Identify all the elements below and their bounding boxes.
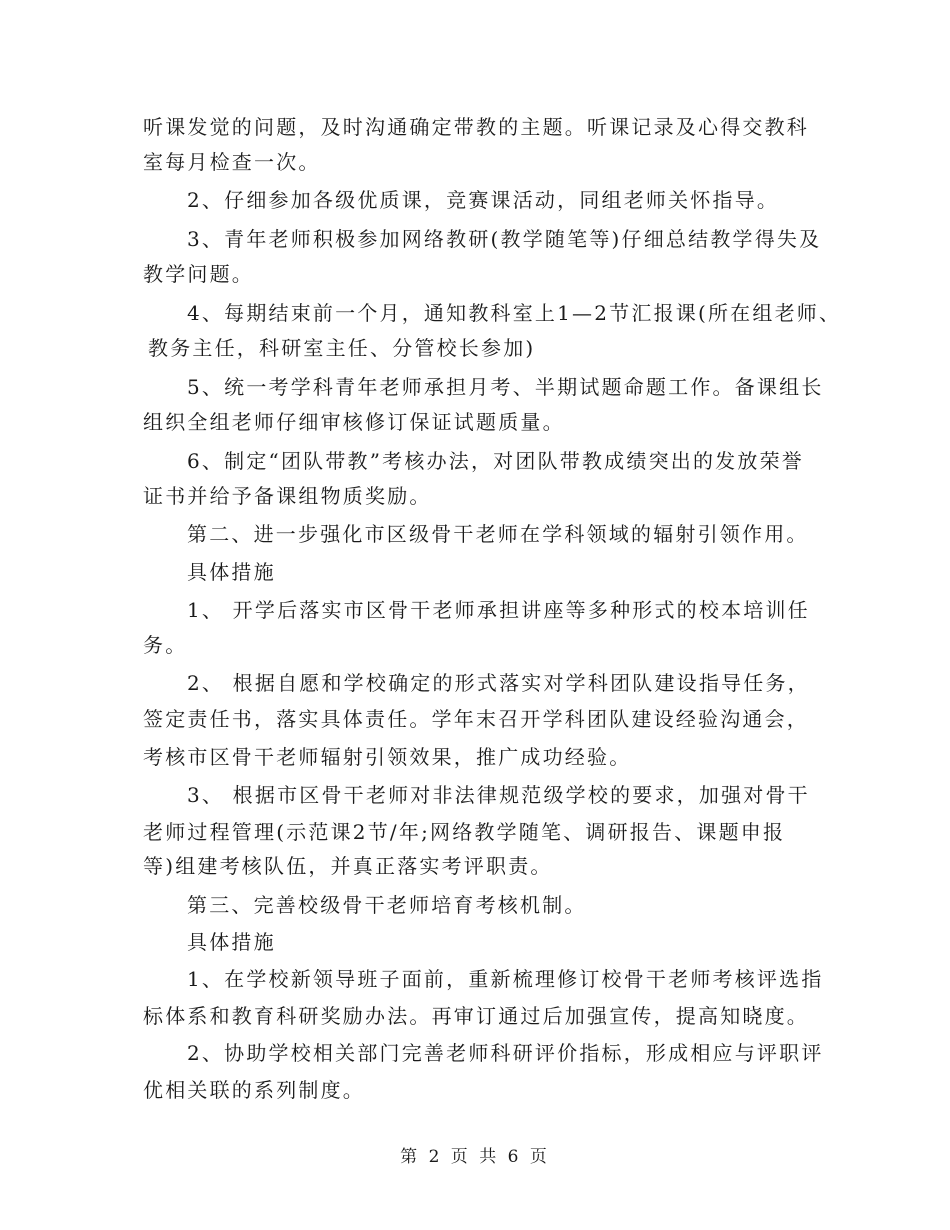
text-line: 3、 根据市区骨干老师对非法律规范级学校的要求，加强对骨干 [187, 783, 810, 807]
text-line: 3、青年老师积极参加网络教研(教学随笔等)仔细总结教学得失及 [187, 227, 822, 251]
text-line: 优相关联的系列制度。 [143, 1078, 365, 1102]
page-number-footer: 第 2 页 共 6 页 [400, 1147, 550, 1167]
text-line: 2、 根据自愿和学校确定的形式落实对学科团队建设指导任务， [187, 671, 810, 695]
text-line: 1、 开学后落实市区骨干老师承担讲座等多种形式的校本培训任 [187, 598, 810, 622]
text-line: 考核市区骨干老师辐射引领效果，推广成功经验。 [143, 745, 632, 769]
text-line: 2、协助学校相关部门完善老师科研评价指标，形成相应与评职评 [187, 1041, 824, 1065]
text-line: 等)组建考核队伍，并真正落实考评职责。 [143, 854, 553, 878]
text-line: 签定责任书，落实具体责任。学年末召开学科团队建设经验沟通会， [143, 707, 809, 731]
section-heading: 第二、进一步强化市区级骨干老师在学科领域的辐射引领作用。 [187, 522, 809, 546]
text-line: 6、制定“团队带教”考核办法，对团队带教成绩突出的发放荣誉 [187, 449, 804, 473]
subheading: 具体措施 [187, 560, 276, 584]
text-line: 1、在学校新领导班子面前，重新梳理修订校骨干老师考核评选指 [187, 967, 824, 991]
text-line: 4、每期结束前一个月，通知教科室上1—2节汇报课(所在组老师、 [187, 301, 842, 325]
text-line: 标体系和教育科研奖励办法。再审订通过后加强宣传，提高知晓度。 [143, 1004, 809, 1028]
section-heading: 第三、完善校级骨干老师培育考核机制。 [187, 893, 587, 917]
text-line: 老师过程管理(示范课2节/年;网络教学随笔、调研报告、课题申报 [143, 820, 786, 844]
text-line: 5、统一考学科青年老师承担月考、半期试题命题工作。备课组长 [187, 375, 824, 399]
text-line: 教务主任，科研室主任、分管校长参加) [148, 336, 536, 360]
text-line: 务。 [143, 633, 188, 657]
text-line: 2、仔细参加各级优质课，竞赛课活动，同组老师关怀指导。 [187, 188, 780, 212]
text-line: 听课发觉的问题，及时沟通确定带教的主题。听课记录及心得交教科 [143, 115, 809, 139]
text-line: 教学问题。 [143, 262, 254, 286]
text-line: 组织全组老师仔细审核修订保证试题质量。 [143, 410, 565, 434]
text-line: 证书并给予备课组物质奖励。 [143, 484, 432, 508]
text-line: 室每月检查一次。 [143, 150, 321, 174]
subheading: 具体措施 [187, 930, 276, 954]
